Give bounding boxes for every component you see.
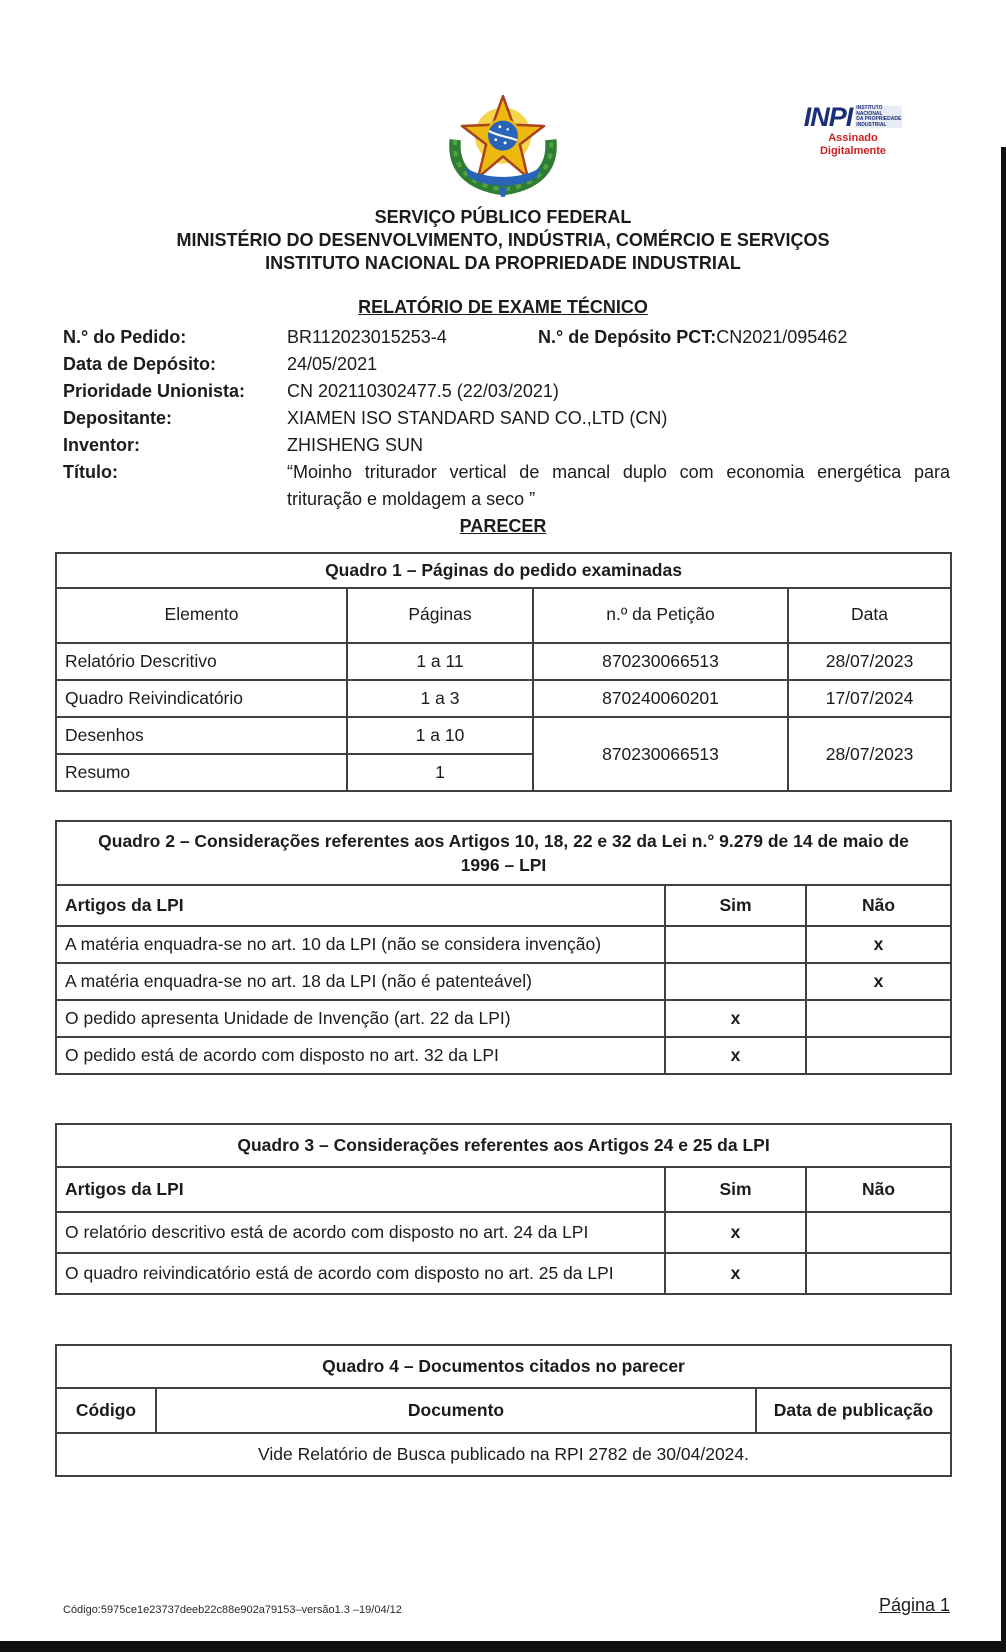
depositante-value: XIAMEN ISO STANDARD SAND CO.,LTD (CN) <box>287 408 668 428</box>
parecer-heading: PARECER <box>459 516 547 536</box>
header-emblem-row <box>0 92 1006 200</box>
cell-peticao: 870240060201 <box>533 680 788 717</box>
cell-peticao-merged: 870230066513 <box>533 717 788 791</box>
brazil-coat-of-arms-icon <box>439 92 567 200</box>
cell-artigo: A matéria enquadra-se no art. 18 da LPI (não é patenteável) <box>56 963 665 1000</box>
table-row <box>56 963 951 1000</box>
table-row <box>56 1253 951 1294</box>
cell-data: 17/07/2024 <box>788 680 951 717</box>
quadro4-table <box>55 1344 952 1477</box>
field-row-inventor <box>63 432 950 459</box>
cell-sim: x <box>665 1037 806 1074</box>
col-header-elemento: Elemento <box>56 588 347 643</box>
pct-label: N.° de Depósito PCT: <box>538 327 717 347</box>
field-row-prioridade <box>63 378 950 405</box>
cell-peticao: 870230066513 <box>533 643 788 680</box>
quadro3-table <box>55 1123 952 1295</box>
field-row-titulo <box>63 459 950 513</box>
field-row-pedido <box>63 324 950 351</box>
col-header-nao: Não <box>806 1167 951 1212</box>
col-header-nao: Não <box>806 885 951 926</box>
col-header-paginas: Páginas <box>347 588 533 643</box>
col-header-documento: Documento <box>156 1388 756 1433</box>
inpi-side-line: INDUSTRIAL <box>855 123 902 129</box>
quadro4-header-row <box>56 1388 951 1433</box>
pedido-value: BR112023015253-4 <box>287 327 447 347</box>
cell-artigo: O pedido está de acordo com disposto no art. 32 da LPI <box>56 1037 665 1074</box>
inpi-side-line: INSTITUTO <box>855 106 902 112</box>
cell-data-merged: 28/07/2023 <box>788 717 951 791</box>
titulo-value: “Moinho triturador vertical de mancal duplo com economia energética para trituração e moldagem a seco ” <box>287 462 950 509</box>
inpi-side-line: NACIONAL <box>855 112 902 118</box>
org-line-servico: SERVIÇO PÚBLICO FEDERAL <box>374 207 632 227</box>
cell-artigo: O pedido apresenta Unidade de Invenção (art. 22 da LPI) <box>56 1000 665 1037</box>
inpi-logo-side-text <box>855 106 902 128</box>
quadro1-header-row <box>56 588 951 643</box>
col-header-sim: Sim <box>665 885 806 926</box>
inventor-label: Inventor: <box>63 435 141 455</box>
quadro1-table <box>55 552 952 792</box>
footer-version-code: Código:5975ce1e23737deeb22c88e902a79153–versão1.3 –19/04/12 <box>63 1604 402 1616</box>
table-row <box>56 926 951 963</box>
quadro2-title-row <box>56 821 951 885</box>
cell-sim <box>665 926 806 963</box>
org-header <box>0 206 1006 275</box>
org-line-instituto: INSTITUTO NACIONAL DA PROPRIEDADE INDUSTRIAL <box>265 253 741 273</box>
quadro4-note-row <box>56 1433 951 1476</box>
table-row <box>56 1037 951 1074</box>
page-number: Página 1 <box>878 1595 950 1615</box>
quadro1-title-row <box>56 553 951 588</box>
pct-value: CN2021/095462 <box>716 327 848 347</box>
cell-sim: x <box>665 1253 806 1294</box>
col-header-data-publicacao: Data de publicação <box>756 1388 951 1433</box>
col-header-data: Data <box>788 588 951 643</box>
titulo-label: Título: <box>63 462 118 482</box>
signed-line: Assinado <box>828 132 878 144</box>
inventor-value: ZHISHENG SUN <box>287 435 424 455</box>
quadro4-note: Vide Relatório de Busca publicado na RPI 2782 de 30/04/2024. <box>56 1433 951 1476</box>
cell-paginas: 1 a 11 <box>347 643 533 680</box>
cell-sim: x <box>665 1000 806 1037</box>
inpi-logo-text: INPI <box>803 102 853 132</box>
pedido-label: N.° do Pedido: <box>63 327 187 347</box>
col-header-sim: Sim <box>665 1167 806 1212</box>
field-row-data-deposito <box>63 351 950 378</box>
bibliographic-fields <box>63 324 950 513</box>
quadro4-title-row <box>56 1345 951 1388</box>
quadro3-title: Quadro 3 – Considerações referentes aos Artigos 24 e 25 da LPI <box>56 1124 951 1167</box>
pedido-value-group <box>287 324 950 351</box>
cell-elemento: Quadro Reivindicatório <box>56 680 347 717</box>
inpi-logo <box>794 104 912 158</box>
scan-edge-right <box>1001 147 1006 1652</box>
inpi-logo-top <box>794 104 912 130</box>
signed-digitally-label <box>794 132 912 158</box>
cell-elemento: Resumo <box>56 754 347 791</box>
cell-sim <box>665 963 806 1000</box>
cell-nao <box>806 1037 951 1074</box>
table-row <box>56 1212 951 1253</box>
quadro3-header-row <box>56 1167 951 1212</box>
cell-paginas: 1 <box>347 754 533 791</box>
quadro3-title-row <box>56 1124 951 1167</box>
cell-nao <box>806 1212 951 1253</box>
cell-paginas: 1 a 3 <box>347 680 533 717</box>
table-row <box>56 717 951 754</box>
quadro2-header-row <box>56 885 951 926</box>
quadro2-title: Quadro 2 – Considerações referentes aos Artigos 10, 18, 22 e 32 da Lei n.° 9.279 de 14 de maio de 1996 – LPI <box>56 821 951 885</box>
cell-nao <box>806 1253 951 1294</box>
cell-nao: x <box>806 926 951 963</box>
field-row-depositante <box>63 405 950 432</box>
document-title: RELATÓRIO DE EXAME TÉCNICO <box>358 297 648 317</box>
scan-edge-bottom <box>0 1641 1006 1652</box>
col-header-peticao: n.º da Petição <box>533 588 788 643</box>
quadro2-table <box>55 820 952 1075</box>
cell-artigo: O quadro reivindicatório está de acordo com disposto no art. 25 da LPI <box>56 1253 665 1294</box>
data-deposito-label: Data de Depósito: <box>63 354 217 374</box>
org-line-ministerio: MINISTÉRIO DO DESENVOLVIMENTO, INDÚSTRIA, COMÉRCIO E SERVIÇOS <box>176 230 830 250</box>
data-deposito-value: 24/05/2021 <box>287 354 378 374</box>
depositante-label: Depositante: <box>63 408 173 428</box>
table-row <box>56 643 951 680</box>
cell-artigo: A matéria enquadra-se no art. 10 da LPI (não se considera invenção) <box>56 926 665 963</box>
quadro4-title: Quadro 4 – Documentos citados no parecer <box>56 1345 951 1388</box>
cell-elemento: Desenhos <box>56 717 347 754</box>
cell-paginas: 1 a 10 <box>347 717 533 754</box>
cell-elemento: Relatório Descritivo <box>56 643 347 680</box>
cell-nao <box>806 1000 951 1037</box>
cell-nao: x <box>806 963 951 1000</box>
inpi-side-line: DA PROPRIEDADE <box>856 116 902 122</box>
cell-artigo: O relatório descritivo está de acordo com disposto no art. 24 da LPI <box>56 1212 665 1253</box>
cell-data: 28/07/2023 <box>788 643 951 680</box>
cell-sim: x <box>665 1212 806 1253</box>
col-header-artigos: Artigos da LPI <box>56 885 665 926</box>
prioridade-value: CN 202110302477.5 (22/03/2021) <box>287 381 559 401</box>
signed-line: Digitalmente <box>819 145 886 157</box>
table-row <box>56 680 951 717</box>
col-header-artigos: Artigos da LPI <box>56 1167 665 1212</box>
page-footer <box>63 1595 950 1616</box>
col-header-codigo: Código <box>56 1388 156 1433</box>
prioridade-label: Prioridade Unionista: <box>63 381 246 401</box>
quadro1-title: Quadro 1 – Páginas do pedido examinadas <box>56 553 951 588</box>
table-row <box>56 1000 951 1037</box>
